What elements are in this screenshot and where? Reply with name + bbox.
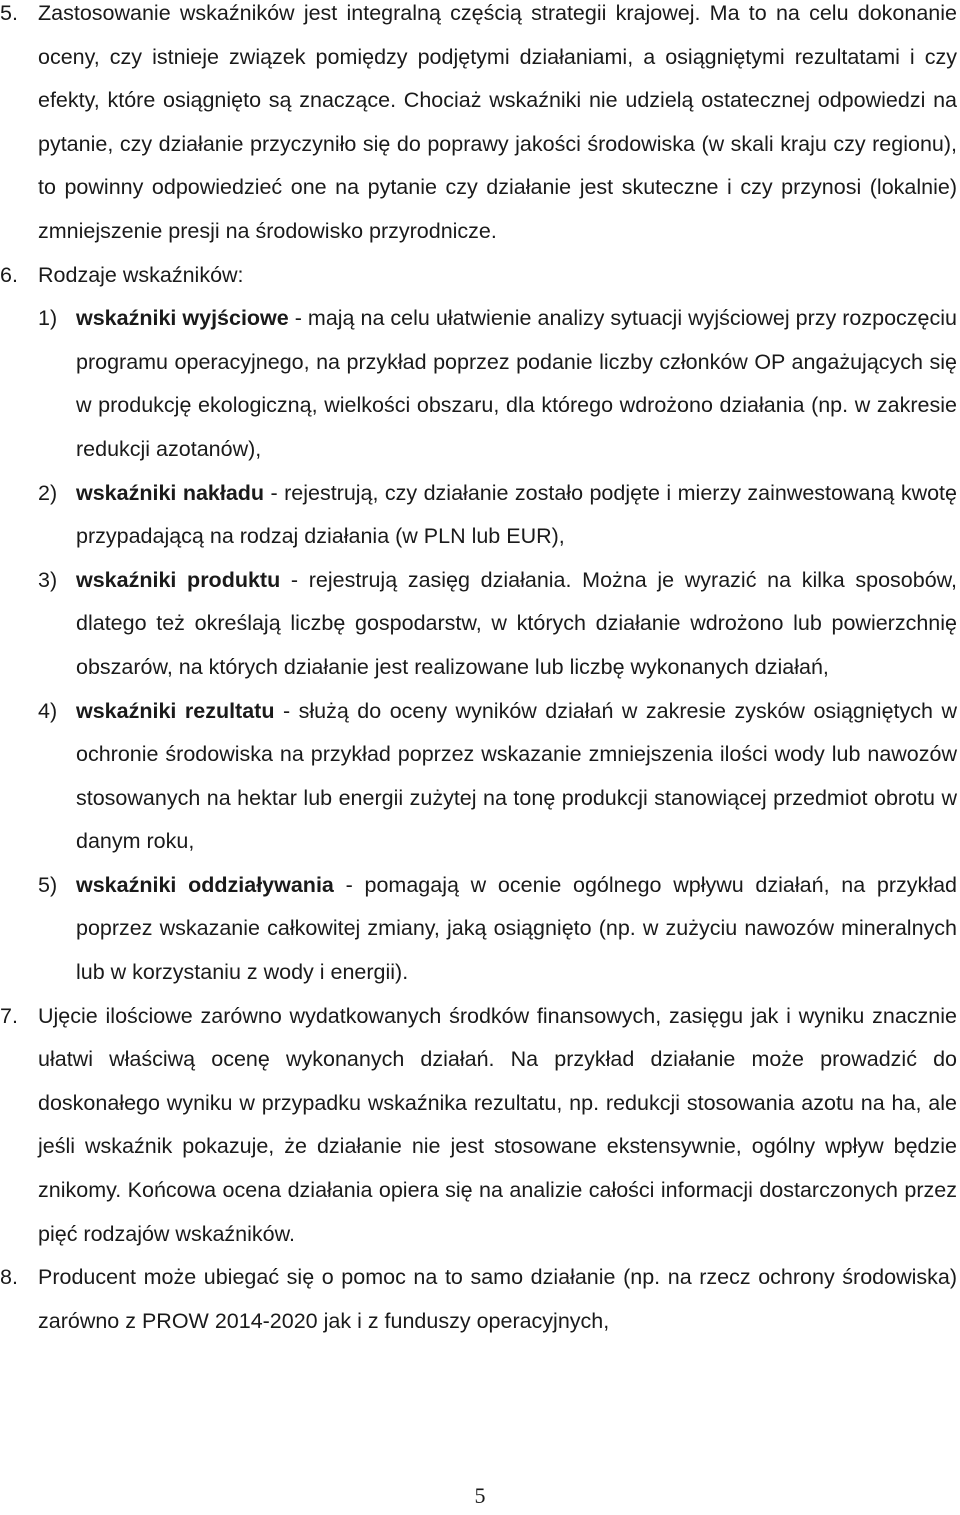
list-number: 6. <box>0 262 18 287</box>
list-number: 5. <box>0 1 18 25</box>
indicator-description: - rejestrują zasięg działania. Można je wyrazić na kilka sposobów, dlatego też określają liczbę gospodarstw, w których działanie wdrożono lub powierzchnię obszarów, na których działanie jest realizowane lub liczbę wykonanych działań, <box>76 567 957 679</box>
sublist-item-result-indicators <box>38 690 957 864</box>
indicator-types-list <box>38 297 957 995</box>
indicator-term: wskaźniki produktu <box>76 567 281 592</box>
indicator-description: - służą do oceny wyników działań w zakresie zysków osiągniętych w ochronie środowiska na przykład poprzez wskazanie zmniejszenia ilości wody lub nawozów stosowanych na hektar lub energii zużytej na tonę produkcji stanowiącej przedmiot obrotu w danym roku, <box>76 698 957 854</box>
list-number: 8. <box>0 1265 18 1290</box>
sublist-number: 5) <box>38 872 58 897</box>
indicator-term: wskaźniki wyjściowe <box>76 306 289 331</box>
sublist-number: 3) <box>38 567 58 592</box>
list-item-7 <box>0 995 957 1257</box>
paragraph-text: Ujęcie ilościowe zarówno wydatkowanych środków finansowych, zasięgu jak i wyniku znacznie ułatwi właściwą ocenę wykonanych działań. Na przykład działanie może prowadzić do doskonałego wyniku w przypadku wskaźnika rezultatu, np. redukcji stosowania azotu na ha, ale jeśli wskaźnik pokazuje, że działanie nie jest stosowane ekstensywnie, ogólny wpływ będzie znikomy. Końcowa ocena działania opiera się na analizie całości informacji dostarczonych przez pięć rodzajów wskaźników. <box>38 1003 957 1246</box>
indicator-term: wskaźniki rezultatu <box>76 698 275 723</box>
indicator-description: - mają na celu ułatwienie analizy sytuacji wyjściowej przy rozpoczęciu programu operacyjnego, na przykład poprzez podanie liczby członków OP angażujących się w produkcję ekologiczną, wielkości obszaru, dla którego wdrożono działania (np. w zakresie redukcji azotanów), <box>76 306 957 461</box>
list-item-8 <box>0 1256 957 1343</box>
sublist-number: 1) <box>38 306 58 331</box>
indicator-description: - rejestrują, czy działanie zostało podjęte i mierzy zainwestowaną kwotę przypadającą na rodzaj działania (w PLN lub EUR), <box>76 480 957 549</box>
sublist-item-impact-indicators <box>38 864 957 995</box>
list-item-5 <box>0 0 957 254</box>
sublist-number: 2) <box>38 480 58 505</box>
indicator-term: wskaźniki oddziaływania <box>76 872 334 897</box>
paragraph-text: Rodzaje wskaźników: <box>38 262 244 287</box>
indicator-description: - pomagają w ocenie ogólnego wpływu działań, na przykład poprzez wskazanie całkowitej zmiany, jaką osiągnięto (np. w zużyciu nawozów mineralnych lub w korzystaniu z wody i energii). <box>76 872 957 985</box>
page-number: 5 <box>474 1483 486 1508</box>
paragraph-text: Producent może ubiegać się o pomoc na to samo działanie (np. na rzecz ochrony środowiska) zarówno z PROW 2014-2020 jak i z funduszy operacyjnych, <box>38 1265 957 1333</box>
sublist-item-output-indicators <box>38 297 957 471</box>
sublist-item-product-indicators <box>38 559 957 690</box>
list-item-6 <box>0 254 957 995</box>
paragraph-text: Zastosowanie wskaźników jest integralną częścią strategii krajowej. Ma to na celu dokonanie oceny, czy istnieje związek pomiędzy podjętymi działaniami, a osiągniętymi rezultatami i czy efekty, które osiągnięto są znaczące. Chociaż wskaźniki nie udzielą ostatecznej odpowiedzi na pytanie, czy działanie przyczyniło się do poprawy jakości środowiska (w skali kraju czy regionu), to powinny odpowiedzieć one na pytanie czy działanie jest skuteczne i czy przynosi (lokalnie) zmniejszenie presji na środowisko przyrodnicze. <box>38 1 957 243</box>
indicator-term: wskaźniki nakładu <box>76 480 265 505</box>
sublist-item-input-indicators <box>38 472 957 559</box>
list-number: 7. <box>0 1003 18 1028</box>
sublist-number: 4) <box>38 698 58 723</box>
